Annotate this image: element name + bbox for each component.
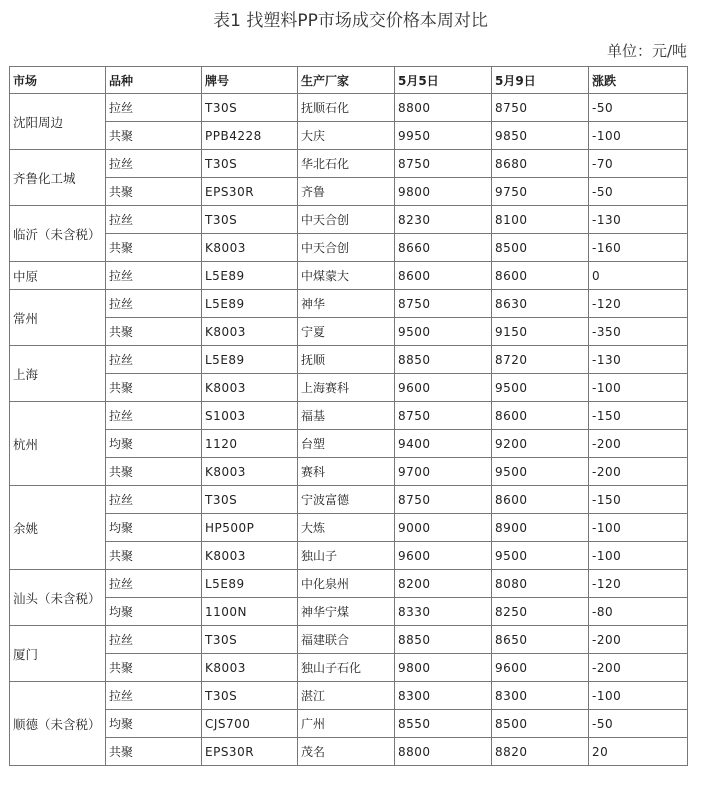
cell-type: 共聚 xyxy=(106,234,202,262)
cell-maker: 湛江 xyxy=(298,682,395,710)
cell-maker: 赛科 xyxy=(298,458,395,486)
cell-may5: 8850 xyxy=(395,626,492,654)
cell-market: 顺德（未含税） xyxy=(10,682,106,766)
table-row xyxy=(10,290,688,318)
cell-may5: 8800 xyxy=(395,738,492,766)
cell-may5: 8750 xyxy=(395,150,492,178)
cell-may5: 9400 xyxy=(395,430,492,458)
cell-maker: 神华 xyxy=(298,290,395,318)
table-row xyxy=(10,570,688,598)
cell-change: -100 xyxy=(589,374,688,402)
table-body xyxy=(10,94,688,766)
table-row xyxy=(10,262,688,290)
table-row xyxy=(10,94,688,122)
header-may9: 5月9日 xyxy=(492,67,589,94)
cell-maker: 上海赛科 xyxy=(298,374,395,402)
cell-change: -100 xyxy=(589,514,688,542)
cell-grade: K8003 xyxy=(202,318,298,346)
cell-change: -150 xyxy=(589,402,688,430)
cell-type: 拉丝 xyxy=(106,206,202,234)
cell-grade: T30S xyxy=(202,486,298,514)
cell-type: 共聚 xyxy=(106,374,202,402)
table-row xyxy=(10,234,688,262)
cell-change: -150 xyxy=(589,486,688,514)
cell-type: 共聚 xyxy=(106,654,202,682)
table-row xyxy=(10,542,688,570)
cell-grade: T30S xyxy=(202,94,298,122)
cell-may9: 8720 xyxy=(492,346,589,374)
cell-change: -100 xyxy=(589,542,688,570)
table-row xyxy=(10,178,688,206)
cell-grade: S1003 xyxy=(202,402,298,430)
header-type: 品种 xyxy=(106,67,202,94)
cell-maker: 中天合创 xyxy=(298,206,395,234)
cell-may9: 8750 xyxy=(492,94,589,122)
table-title: 表1 找塑料PP市场成交价格本周对比 xyxy=(213,11,488,31)
cell-maker: 台塑 xyxy=(298,430,395,458)
cell-type: 拉丝 xyxy=(106,150,202,178)
cell-may9: 8630 xyxy=(492,290,589,318)
cell-may5: 8300 xyxy=(395,682,492,710)
cell-change: 0 xyxy=(589,262,688,290)
cell-market: 上海 xyxy=(10,346,106,402)
price-comparison-table xyxy=(9,66,688,766)
cell-grade: HP500P xyxy=(202,514,298,542)
cell-may5: 8750 xyxy=(395,486,492,514)
cell-type: 拉丝 xyxy=(106,290,202,318)
cell-grade: T30S xyxy=(202,150,298,178)
cell-grade: K8003 xyxy=(202,374,298,402)
table-row xyxy=(10,710,688,738)
cell-change: -100 xyxy=(589,682,688,710)
table-row xyxy=(10,654,688,682)
cell-may9: 8500 xyxy=(492,710,589,738)
table-row xyxy=(10,122,688,150)
cell-maker: 大庆 xyxy=(298,122,395,150)
cell-type: 拉丝 xyxy=(106,626,202,654)
cell-may5: 8200 xyxy=(395,570,492,598)
cell-grade: K8003 xyxy=(202,654,298,682)
header-row xyxy=(10,67,688,94)
cell-change: -200 xyxy=(589,458,688,486)
cell-type: 均聚 xyxy=(106,430,202,458)
table-row xyxy=(10,486,688,514)
cell-type: 拉丝 xyxy=(106,570,202,598)
cell-may5: 8750 xyxy=(395,290,492,318)
cell-may9: 8250 xyxy=(492,598,589,626)
cell-may9: 9150 xyxy=(492,318,589,346)
cell-grade: CJS700 xyxy=(202,710,298,738)
cell-change: -200 xyxy=(589,430,688,458)
header-maker: 生产厂家 xyxy=(298,67,395,94)
header-grade: 牌号 xyxy=(202,67,298,94)
cell-type: 均聚 xyxy=(106,514,202,542)
cell-market: 齐鲁化工城 xyxy=(10,150,106,206)
cell-type: 共聚 xyxy=(106,542,202,570)
cell-may9: 9500 xyxy=(492,374,589,402)
cell-maker: 抚顺石化 xyxy=(298,94,395,122)
cell-type: 拉丝 xyxy=(106,402,202,430)
cell-market: 沈阳周边 xyxy=(10,94,106,150)
cell-maker: 独山子石化 xyxy=(298,654,395,682)
cell-grade: K8003 xyxy=(202,458,298,486)
cell-may9: 9750 xyxy=(492,178,589,206)
cell-change: -160 xyxy=(589,234,688,262)
cell-type: 共聚 xyxy=(106,738,202,766)
cell-grade: T30S xyxy=(202,206,298,234)
cell-may9: 8900 xyxy=(492,514,589,542)
cell-grade: L5E89 xyxy=(202,570,298,598)
cell-market: 余姚 xyxy=(10,486,106,570)
cell-change: -50 xyxy=(589,94,688,122)
cell-may9: 8080 xyxy=(492,570,589,598)
cell-may5: 9800 xyxy=(395,654,492,682)
cell-grade: EPS30R xyxy=(202,178,298,206)
cell-maker: 宁波富德 xyxy=(298,486,395,514)
header-change: 涨跌 xyxy=(589,67,688,94)
cell-type: 拉丝 xyxy=(106,262,202,290)
cell-grade: 1120 xyxy=(202,430,298,458)
cell-may9: 8820 xyxy=(492,738,589,766)
cell-type: 均聚 xyxy=(106,598,202,626)
cell-maker: 茂名 xyxy=(298,738,395,766)
cell-change: -120 xyxy=(589,290,688,318)
cell-maker: 神华宁煤 xyxy=(298,598,395,626)
cell-change: -350 xyxy=(589,318,688,346)
cell-maker: 华北石化 xyxy=(298,150,395,178)
cell-change: -50 xyxy=(589,178,688,206)
cell-maker: 中化泉州 xyxy=(298,570,395,598)
table-row xyxy=(10,430,688,458)
cell-market: 常州 xyxy=(10,290,106,346)
cell-may9: 8600 xyxy=(492,486,589,514)
cell-grade: K8003 xyxy=(202,542,298,570)
cell-may5: 9000 xyxy=(395,514,492,542)
cell-type: 共聚 xyxy=(106,178,202,206)
cell-may9: 9500 xyxy=(492,542,589,570)
cell-market: 厦门 xyxy=(10,626,106,682)
cell-may5: 8750 xyxy=(395,402,492,430)
cell-market: 汕头（未含税） xyxy=(10,570,106,626)
cell-change: -200 xyxy=(589,654,688,682)
cell-may9: 9600 xyxy=(492,654,589,682)
table-row xyxy=(10,738,688,766)
cell-grade: T30S xyxy=(202,626,298,654)
cell-may9: 9200 xyxy=(492,430,589,458)
cell-grade: 1100N xyxy=(202,598,298,626)
cell-change: -80 xyxy=(589,598,688,626)
cell-maker: 齐鲁 xyxy=(298,178,395,206)
cell-maker: 福建联合 xyxy=(298,626,395,654)
cell-change: 20 xyxy=(589,738,688,766)
cell-type: 共聚 xyxy=(106,318,202,346)
cell-may9: 8600 xyxy=(492,262,589,290)
cell-may5: 9500 xyxy=(395,318,492,346)
cell-may5: 9800 xyxy=(395,178,492,206)
cell-type: 共聚 xyxy=(106,122,202,150)
cell-may9: 8300 xyxy=(492,682,589,710)
cell-grade: L5E89 xyxy=(202,346,298,374)
cell-maker: 宁夏 xyxy=(298,318,395,346)
cell-may9: 8600 xyxy=(492,402,589,430)
cell-market: 临沂（未含税） xyxy=(10,206,106,262)
cell-may5: 9700 xyxy=(395,458,492,486)
cell-change: -200 xyxy=(589,626,688,654)
cell-type: 均聚 xyxy=(106,710,202,738)
cell-may5: 8550 xyxy=(395,710,492,738)
cell-maker: 中天合创 xyxy=(298,234,395,262)
cell-change: -100 xyxy=(589,122,688,150)
cell-maker: 独山子 xyxy=(298,542,395,570)
cell-market: 杭州 xyxy=(10,402,106,486)
header-may5: 5月5日 xyxy=(395,67,492,94)
table-row xyxy=(10,626,688,654)
cell-maker: 大炼 xyxy=(298,514,395,542)
cell-type: 共聚 xyxy=(106,458,202,486)
cell-grade: L5E89 xyxy=(202,290,298,318)
cell-type: 拉丝 xyxy=(106,682,202,710)
cell-may5: 8800 xyxy=(395,94,492,122)
cell-change: -130 xyxy=(589,346,688,374)
cell-type: 拉丝 xyxy=(106,346,202,374)
table-row xyxy=(10,458,688,486)
table-row xyxy=(10,374,688,402)
cell-type: 拉丝 xyxy=(106,486,202,514)
table-row xyxy=(10,346,688,374)
cell-maker: 福基 xyxy=(298,402,395,430)
cell-may5: 8230 xyxy=(395,206,492,234)
cell-may9: 8500 xyxy=(492,234,589,262)
cell-change: -70 xyxy=(589,150,688,178)
cell-may5: 9600 xyxy=(395,374,492,402)
cell-may9: 8680 xyxy=(492,150,589,178)
cell-change: -120 xyxy=(589,570,688,598)
cell-grade: K8003 xyxy=(202,234,298,262)
header-market: 市场 xyxy=(10,67,106,94)
cell-may5: 9950 xyxy=(395,122,492,150)
cell-may9: 8650 xyxy=(492,626,589,654)
cell-may9: 9500 xyxy=(492,458,589,486)
cell-maker: 抚顺 xyxy=(298,346,395,374)
table-row xyxy=(10,514,688,542)
unit-label: 单位：元/吨 xyxy=(606,42,687,60)
cell-grade: EPS30R xyxy=(202,738,298,766)
cell-may5: 8850 xyxy=(395,346,492,374)
cell-may5: 8660 xyxy=(395,234,492,262)
cell-change: -50 xyxy=(589,710,688,738)
cell-grade: PPB4228 xyxy=(202,122,298,150)
cell-may9: 9850 xyxy=(492,122,589,150)
cell-type: 拉丝 xyxy=(106,94,202,122)
cell-may5: 8600 xyxy=(395,262,492,290)
cell-maker: 中煤蒙大 xyxy=(298,262,395,290)
table-row xyxy=(10,402,688,430)
cell-grade: L5E89 xyxy=(202,262,298,290)
table-row xyxy=(10,150,688,178)
cell-maker: 广州 xyxy=(298,710,395,738)
cell-may9: 8100 xyxy=(492,206,589,234)
cell-grade: T30S xyxy=(202,682,298,710)
cell-may5: 8330 xyxy=(395,598,492,626)
cell-market: 中原 xyxy=(10,262,106,290)
table-row xyxy=(10,206,688,234)
cell-may5: 9600 xyxy=(395,542,492,570)
table-row xyxy=(10,682,688,710)
table-row xyxy=(10,598,688,626)
table-row xyxy=(10,318,688,346)
cell-change: -130 xyxy=(589,206,688,234)
